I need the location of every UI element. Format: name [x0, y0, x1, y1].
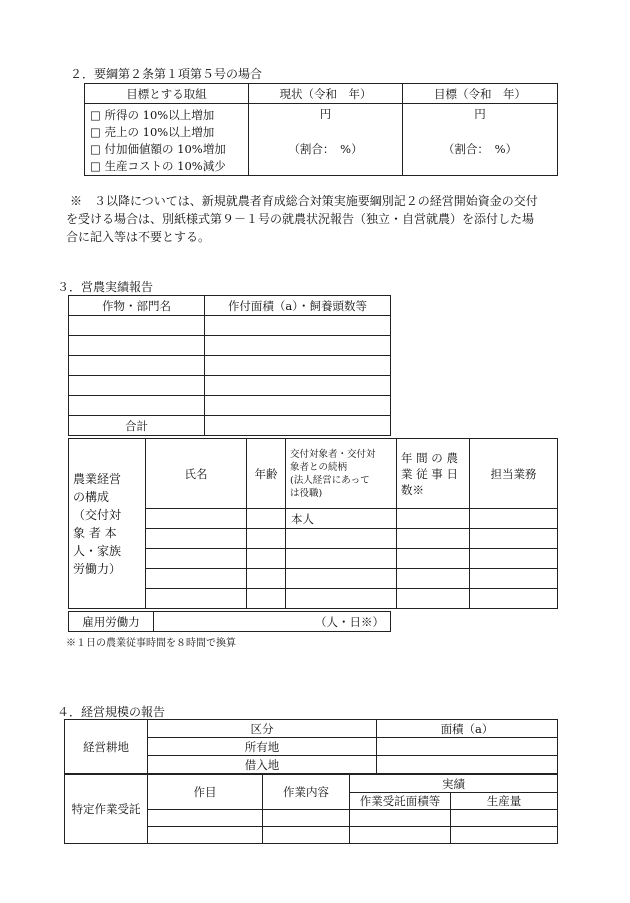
- col-output-header: 生産量: [451, 793, 558, 810]
- table-row: [69, 316, 391, 336]
- farm-scale-table: [64, 719, 558, 774]
- days-header-line: 年 間 の 農: [401, 450, 458, 465]
- area-cell[interactable]: [205, 356, 391, 376]
- current-value-cell[interactable]: [249, 104, 403, 176]
- option-value-added-checkbox[interactable]: □ 付加価値額の 10%増加: [90, 142, 226, 156]
- area-cell[interactable]: [205, 376, 391, 396]
- labor-label-line: 労働力）: [73, 561, 122, 576]
- labor-label-line: 農業経営: [73, 471, 122, 486]
- farmland-label: 経営耕地: [65, 720, 148, 774]
- col-current-header: 現状（令和 年）: [249, 84, 403, 104]
- total-value-cell[interactable]: [205, 416, 391, 436]
- duty-cell[interactable]: [470, 569, 558, 589]
- section3-heading: ３．営農実績報告: [57, 280, 154, 294]
- relation-header-line: 象者との続柄: [290, 461, 348, 473]
- table-row: [69, 396, 391, 416]
- total-label: 合計: [69, 416, 205, 436]
- days-header-line: 業 従 事 日: [401, 466, 458, 481]
- duty-cell[interactable]: [470, 529, 558, 549]
- days-cell[interactable]: [397, 509, 470, 529]
- table-row: [69, 376, 391, 396]
- note-line-3: 合に記入等は不要とする。: [66, 230, 211, 244]
- contract-area-cell[interactable]: [350, 827, 451, 844]
- relation-header-line: (法人経営にあって: [290, 474, 370, 486]
- crop-table: [68, 295, 391, 436]
- duty-cell[interactable]: [470, 549, 558, 569]
- col-crop-header: 作物・部門名: [69, 296, 205, 316]
- contract-work-table: [64, 774, 558, 844]
- table-row: [69, 336, 391, 356]
- duty-cell[interactable]: [470, 509, 558, 529]
- col-relation-header: [286, 439, 397, 509]
- age-cell[interactable]: [247, 509, 286, 529]
- days-cell[interactable]: [397, 569, 470, 589]
- col-goal-header: 目標とする取組: [85, 84, 249, 104]
- section2-heading: ２．要綱第２条第１項第５号の場合: [70, 67, 263, 81]
- age-cell[interactable]: [247, 589, 286, 609]
- age-cell[interactable]: [247, 549, 286, 569]
- col-area-header: 作付面積（a）・飼養頭数等: [205, 296, 391, 316]
- name-cell[interactable]: [146, 529, 247, 549]
- name-cell[interactable]: [146, 509, 247, 529]
- crop-cell[interactable]: [148, 810, 263, 827]
- age-cell[interactable]: [247, 569, 286, 589]
- owned-label: 所有地: [148, 738, 377, 756]
- name-cell[interactable]: [146, 589, 247, 609]
- work-cell[interactable]: [263, 810, 350, 827]
- col-area-header: 面積（a）: [377, 720, 558, 738]
- crop-cell[interactable]: [69, 396, 205, 416]
- days-cell[interactable]: [397, 589, 470, 609]
- relation-header-line: 交付対象者・交付対: [290, 448, 376, 460]
- area-cell[interactable]: [205, 316, 391, 336]
- col-name-header: 氏名: [146, 439, 247, 509]
- contract-area-cell[interactable]: [350, 810, 451, 827]
- days-cell[interactable]: [397, 529, 470, 549]
- labor-section-label: [69, 439, 146, 609]
- table-row: [69, 356, 391, 376]
- name-cell[interactable]: [146, 549, 247, 569]
- col-target-header: 目標（令和 年）: [403, 84, 558, 104]
- hired-labor-table: [68, 611, 391, 632]
- name-cell[interactable]: [146, 569, 247, 589]
- days-cell[interactable]: [397, 549, 470, 569]
- col-duty-header: 担当業務: [470, 439, 558, 509]
- relation-cell[interactable]: 本人: [286, 509, 397, 529]
- target-value-cell[interactable]: [403, 104, 558, 176]
- crop-cell[interactable]: [69, 336, 205, 356]
- col-category-header: 区分: [148, 720, 377, 738]
- output-cell[interactable]: [451, 827, 558, 844]
- duty-cell[interactable]: [470, 589, 558, 609]
- area-cell[interactable]: [205, 396, 391, 416]
- option-income-checkbox[interactable]: □ 所得の 10%以上増加: [90, 108, 215, 122]
- relation-header-line: は役職): [290, 487, 323, 499]
- option-cost-checkbox[interactable]: □ 生産コストの 10%減少: [90, 159, 226, 173]
- current-ratio: （割合： %）: [288, 142, 363, 156]
- col-crop-header: 作目: [148, 775, 263, 810]
- col-age-header: 年齢: [247, 439, 286, 509]
- labor-footnote: ※１日の農業従事時間を８時間で換算: [66, 638, 236, 649]
- hired-value-cell[interactable]: （人・日※）: [154, 612, 391, 632]
- note-line-1: ※ ３以降については、新規就農者育成総合対策実施要綱別記２の経営開始資金の交付: [70, 194, 538, 208]
- target-yen: 円: [474, 107, 486, 121]
- section4-heading: ４．経営規模の報告: [57, 705, 166, 719]
- col-days-header: [397, 439, 470, 509]
- output-cell[interactable]: [451, 810, 558, 827]
- section2-table: [84, 83, 558, 176]
- labor-label-line: 人・家族: [73, 543, 122, 558]
- relation-cell[interactable]: [286, 569, 397, 589]
- days-header-line: 数※: [401, 482, 424, 497]
- work-cell[interactable]: [263, 827, 350, 844]
- contract-label: 特定作業受託: [65, 775, 148, 844]
- crop-cell[interactable]: [69, 316, 205, 336]
- relation-cell[interactable]: [286, 589, 397, 609]
- labor-table: [68, 438, 558, 609]
- option-sales-checkbox[interactable]: □ 売上の 10%以上増加: [90, 125, 215, 139]
- leased-area-cell[interactable]: [377, 756, 558, 774]
- col-results-header: 実績: [350, 775, 558, 793]
- crop-cell[interactable]: [69, 356, 205, 376]
- area-cell[interactable]: [205, 336, 391, 356]
- note-line-2: を受ける場合は、別紙様式第９－１号の就農状況報告（独立・自営就農）を添付した場: [66, 212, 535, 226]
- labor-label-line: の構成: [73, 489, 110, 504]
- target-ratio: （割合： %）: [442, 142, 518, 156]
- goal-options: [85, 104, 249, 176]
- relation-cell[interactable]: [286, 529, 397, 549]
- leased-label: 借入地: [148, 756, 377, 774]
- labor-label-line: 象 者 本: [73, 525, 117, 540]
- hired-label: 雇用労働力: [69, 612, 154, 632]
- crop-cell[interactable]: [148, 827, 263, 844]
- age-cell[interactable]: [247, 529, 286, 549]
- col-contract-area-header: 作業受託面積等: [350, 793, 451, 810]
- owned-area-cell[interactable]: [377, 738, 558, 756]
- current-yen: 円: [319, 107, 332, 121]
- relation-cell[interactable]: [286, 549, 397, 569]
- col-work-header: 作業内容: [263, 775, 350, 810]
- crop-cell[interactable]: [69, 376, 205, 396]
- labor-label-line: （交付対: [73, 507, 122, 522]
